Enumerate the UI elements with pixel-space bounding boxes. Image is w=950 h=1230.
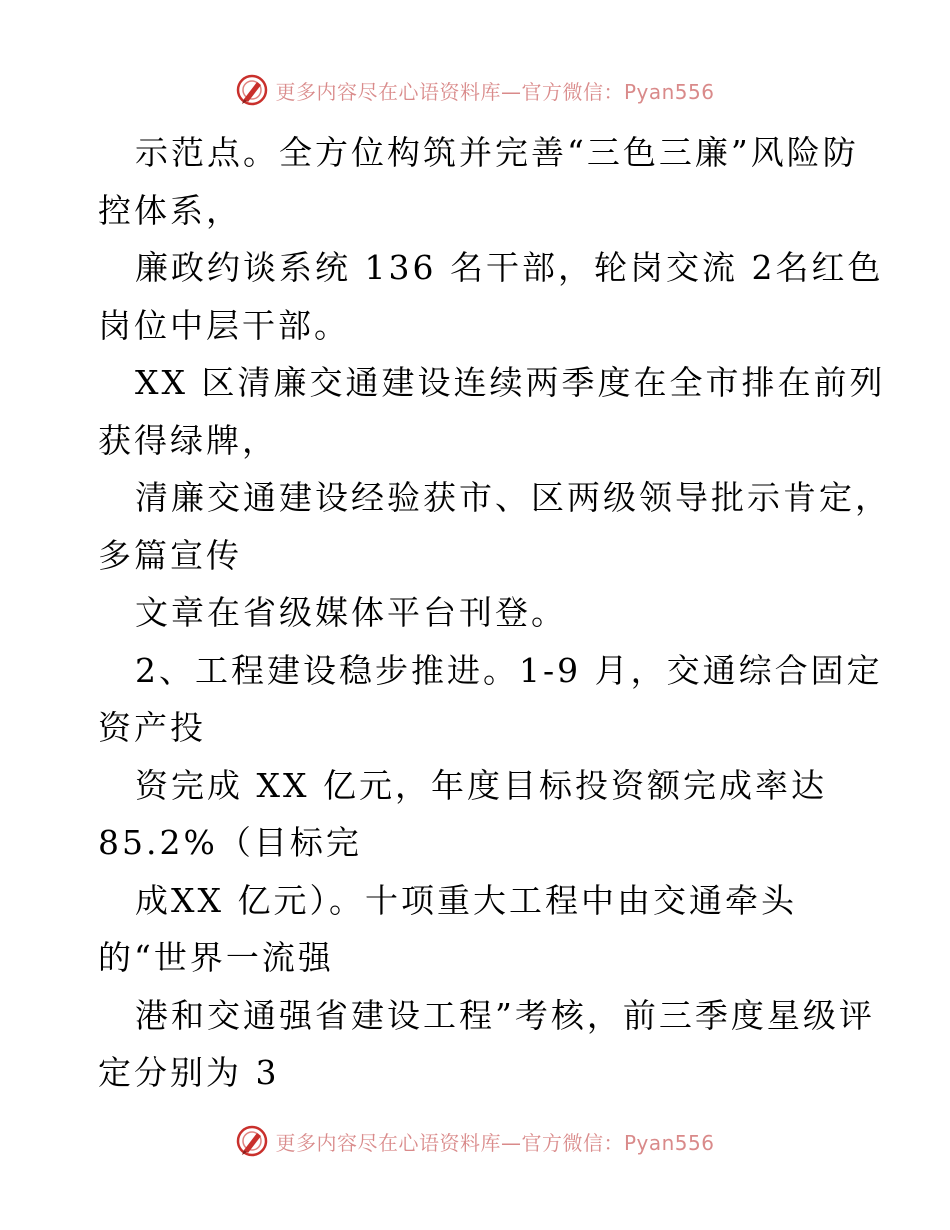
pen-circle-logo-icon [235,1124,269,1158]
footer-banner-text: 更多内容尽在心语资料库—官方微信：Pyan556 [275,1130,715,1155]
body-line-10: 2、工程建设稳步推进。1-9 月，交通综合固定 [135,650,883,690]
body-line-16: 港和交通强省建设工程”考核，前三季度星级评 [135,995,875,1035]
body-line-11: 资产投 [98,708,206,747]
body-line-2: 控体系， [98,190,242,230]
body-line-12: 资完成 XX 亿元，年度目标投资额完成率达 [135,765,827,805]
body-line-6: 获得绿牌， [98,420,278,460]
body-line-9: 文章在省级媒体平台刊登。 [135,593,567,632]
header-banner-text: 更多内容尽在心语资料库—官方微信：Pyan556 [275,79,715,104]
document-body [98,124,891,1102]
body-line-14: 成XX 亿元）。十项重大工程中由交通牵头 [135,880,797,920]
body-line-13: 85.2%（目标完 [98,823,362,862]
header-watermark-banner [0,70,950,110]
footer-watermark-banner [0,1121,950,1161]
body-line-4: 岗位中层干部。 [98,305,350,345]
body-line-5: XX 区清廉交通建设连续两季度在全市排在前列 [135,363,886,402]
body-line-3: 廉政约谈系统 136 名干部，轮岗交流 2名红色 [135,248,884,287]
body-line-17: 定分别为 3 [98,1053,280,1092]
body-line-1: 示范点。全方位构筑并完善“三色三廉”风险防 [135,133,859,172]
pen-circle-logo-icon [235,73,269,107]
body-line-7: 清廉交通建设经验获市、区两级领导批示肯定， [135,478,891,517]
body-line-8: 多篇宣传 [98,535,242,575]
body-line-15: 的“世界一流强 [98,938,334,977]
